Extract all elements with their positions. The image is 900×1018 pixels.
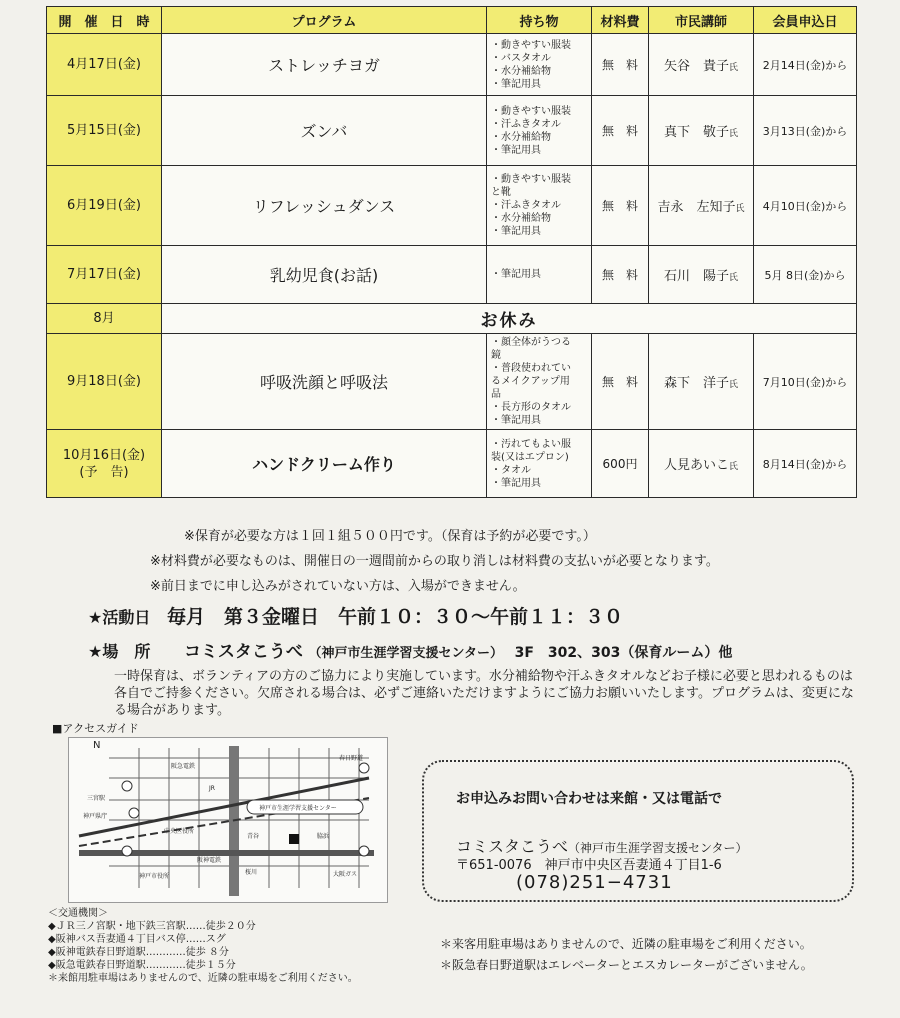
cell-program: 呼吸洗顔と呼吸法 — [162, 334, 487, 430]
cell-lecturer — [649, 34, 754, 96]
contact-heading: お申込みお問い合わせは来館・又は電話で — [456, 791, 722, 807]
cell-apply: 5月 8日(金)から — [754, 246, 857, 304]
cell-date — [47, 246, 162, 304]
map-label-hankyu: 阪急電鉄 — [171, 763, 196, 770]
cell-items — [487, 34, 592, 96]
break-date: 8月 — [47, 304, 162, 334]
cell-date — [47, 334, 162, 430]
item-entry: 品 — [491, 389, 501, 400]
cell-apply: 8月14日(金)から — [754, 430, 857, 498]
lecturer-name: 森下 洋子 — [663, 376, 729, 391]
item-entry: ・ 動きやすい服装 — [491, 173, 587, 186]
date-line: 6月19日(金) — [67, 198, 141, 213]
map-label-kasuganomichi: 春日野道 — [339, 755, 364, 762]
access-guide-title: ■アクセスガイド — [52, 722, 139, 735]
place-label: ★場 所 — [88, 642, 151, 661]
item-entry: ・ 汚れてもよい服 — [491, 438, 587, 451]
item-entry: 装(又はエプロン) — [491, 451, 569, 463]
lecturer-suffix: 氏 — [729, 129, 739, 139]
lecturer-suffix: 氏 — [729, 273, 739, 283]
item-entry: ・ 汗ふきタオル — [491, 199, 587, 212]
item-entry: ・ 筆記用具 — [491, 268, 587, 281]
break-text: お休み — [162, 304, 857, 334]
cell-date — [47, 96, 162, 166]
map-label-sannomiya: 三宮駅 — [87, 795, 106, 802]
table-row — [47, 96, 857, 166]
table-row — [47, 246, 857, 304]
map-label-ward: 中央区役所 — [164, 828, 195, 835]
cell-program: ハンドクリーム作り — [162, 430, 487, 498]
header-lecturer: 市民講師 — [649, 7, 754, 34]
contact-address: 〒651-0076 神戸市中央区吾妻通４丁目1-6 — [456, 858, 722, 873]
place-sub: （神戸市生涯学習支援センター） — [308, 646, 503, 661]
cell-fee: 無 料 — [592, 34, 649, 96]
lecturer-suffix: 氏 — [729, 380, 739, 390]
cell-items — [487, 430, 592, 498]
cell-apply: 4月10日(金)から — [754, 166, 857, 246]
info-paragraph: 一時保育は、ボランティアの方のご協力により実施しています。水分補給物や汗ふきタオルなどお子様に必要と思われるものは各自でご持参ください。欠席される場合は、必ずご連絡いただけますようにご協力お願いいたします。プログラムは、変更になる場合があります。 — [114, 669, 854, 718]
activity-label: ★活動日 — [88, 608, 151, 627]
lecturer-name: 吉永 左知子 — [657, 200, 736, 215]
transport-info — [48, 907, 378, 985]
cell-lecturer — [649, 96, 754, 166]
map-label-hanshin: 阪神電鉄 — [197, 857, 222, 864]
item-entry: ・ 筆記用具 — [491, 477, 587, 490]
cell-program: リフレッシュダンス — [162, 166, 487, 246]
item-entry: ・ 筆記用具 — [491, 225, 587, 238]
item-entry: ・ 動きやすい服装 — [491, 105, 587, 118]
lecturer-suffix: 氏 — [735, 204, 745, 214]
cell-apply: 3月13日(金)から — [754, 96, 857, 166]
date-line: 7月17日(金) — [67, 267, 141, 282]
date-line: 5月15日(金) — [67, 123, 141, 138]
item-entry: ・ 顔全体がうつる — [491, 336, 587, 349]
transport-title: ＜交通機関＞ — [48, 908, 108, 919]
place-venue: コミスタこうべ — [183, 642, 303, 662]
break-row — [47, 304, 857, 334]
schedule-table — [46, 6, 857, 498]
place-line — [88, 637, 732, 662]
header-items: 持ち物 — [487, 7, 592, 34]
cell-apply: 2月14日(金)から — [754, 34, 857, 96]
item-entry: と靴 — [491, 187, 511, 198]
cell-items — [487, 96, 592, 166]
lecturer-name: 人見あいこ — [663, 458, 729, 473]
cell-date — [47, 166, 162, 246]
map-north: N — [93, 740, 101, 751]
activity-line — [88, 602, 623, 629]
center-marker — [289, 834, 299, 844]
lecturer-name: 石川 陽子 — [663, 269, 729, 284]
map-label-cityhall: 神戸市役所 — [139, 873, 170, 880]
item-entry: ・ 動きやすい服装 — [491, 39, 587, 52]
activity-value: 毎月 第３金曜日 午前１０：３０〜午前１１：３０ — [166, 606, 623, 628]
map-label-gas: 大阪ガス — [333, 871, 358, 878]
cell-program: ストレッチヨガ — [162, 34, 487, 96]
cell-lecturer — [649, 430, 754, 498]
item-entry: ・ 汗ふきタオル — [491, 118, 587, 131]
place-room: 3F 302、303（保育ルーム）他 — [514, 645, 733, 661]
cell-program: 乳幼児食(お話) — [162, 246, 487, 304]
contact-box — [422, 760, 854, 902]
item-entry: ・ 普段使われてい — [491, 362, 587, 375]
station-note: ＊阪急春日野道駅はエレベーターとエスカレーターがございません。 — [440, 958, 813, 972]
transport-line: ◆阪急電鉄春日野道駅…………徒歩１５分 — [48, 960, 236, 971]
transport-line: ◆阪神バス吾妻通４丁目バス停……スグ — [48, 934, 226, 945]
cell-lecturer — [649, 166, 754, 246]
note-material-fee: ※材料費が必要なものは、開催日の一週間前からの取り消しは材料費の支払いが必要となります。 — [150, 554, 719, 569]
table-row — [47, 430, 857, 498]
item-entry: ・ 筆記用具 — [491, 144, 587, 157]
table-row — [47, 166, 857, 246]
lecturer-name: 矢谷 貴子 — [663, 59, 729, 74]
map-label-kencho: 神戸県庁 — [83, 813, 108, 820]
lecturer-name: 真下 敬子 — [663, 125, 729, 140]
item-entry: ・ 長方形のタオル — [491, 401, 587, 414]
transport-line: ◆ＪＲ三ノ宮駅・地下鉄三宮駅……徒歩２０分 — [48, 921, 256, 932]
cell-date — [47, 34, 162, 96]
note-registration: ※前日までに申し込みがされていない方は、入場ができません。 — [150, 579, 526, 594]
item-entry: ・ タオル — [491, 464, 587, 477]
date-line: 10月16日(金) — [62, 447, 146, 463]
cell-fee: 無 料 — [592, 334, 649, 430]
date-line: 4月17日(金) — [67, 57, 141, 72]
item-entry: ・ 水分補給物 — [491, 131, 587, 144]
date-line: 9月18日(金) — [67, 374, 141, 389]
table-row — [47, 334, 857, 430]
cell-program: ズンバ — [162, 96, 487, 166]
lecturer-suffix: 氏 — [729, 462, 739, 472]
header-date: 開 催 日 時 — [47, 7, 162, 34]
contact-phone[interactable]: (078)251−4731 — [516, 872, 673, 893]
map-label-sakuragawa: 桜川 — [245, 869, 258, 876]
item-entry: ・ バスタオル — [491, 52, 587, 65]
map-label-aoi: 青谷 — [247, 833, 260, 840]
cell-fee: 無 料 — [592, 246, 649, 304]
item-entry: ・ 水分補給物 — [491, 212, 587, 225]
item-entry: 鏡 — [491, 350, 501, 361]
cell-fee: 600円 — [592, 430, 649, 498]
cell-apply: 7月10日(金)から — [754, 334, 857, 430]
header-fee: 材料費 — [592, 7, 649, 34]
map-label-jr: JR — [209, 785, 215, 792]
header-program: プログラム — [162, 7, 487, 34]
date-note: (予 告) — [79, 464, 129, 480]
item-entry: ・ 水分補給物 — [491, 65, 587, 78]
cell-fee: 無 料 — [592, 96, 649, 166]
note-childcare: ※保育が必要な方は１回１組５００円です。（保育は予約が必要です。） — [184, 529, 596, 544]
transport-line: ◆阪神電鉄春日野道駅…………徒歩 ８分 — [48, 947, 229, 958]
contact-venue: コミスタこうべ — [456, 837, 569, 856]
contact-venue-sub: （神戸市生涯学習支援センター） — [568, 841, 748, 855]
table-row — [47, 34, 857, 96]
lecturer-suffix: 氏 — [729, 63, 739, 73]
map-label-center: 神戸市生涯学習支援センター — [259, 805, 337, 812]
parking-note: ＊来客用駐車場はありませんので、近隣の駐車場をご利用ください。 — [440, 937, 812, 951]
header-apply: 会員申込日 — [754, 7, 857, 34]
access-map — [68, 737, 388, 903]
cell-lecturer — [649, 246, 754, 304]
cell-items — [487, 246, 592, 304]
map-drawing — [69, 738, 387, 902]
item-entry: ・ 筆記用具 — [491, 78, 587, 91]
cell-fee: 無 料 — [592, 166, 649, 246]
transport-line: ＊来館用駐車場はありませんので、近隣の駐車場をご利用ください。 — [48, 973, 358, 984]
item-entry: ・ 筆記用具 — [491, 414, 587, 427]
cell-items — [487, 334, 592, 430]
map-label-wakinohama: 脇浜 — [317, 833, 330, 840]
item-entry: るメイクアップ用 — [491, 376, 570, 387]
cell-lecturer — [649, 334, 754, 430]
cell-items — [487, 166, 592, 246]
table-header-row — [47, 7, 857, 34]
cell-date — [47, 430, 162, 498]
